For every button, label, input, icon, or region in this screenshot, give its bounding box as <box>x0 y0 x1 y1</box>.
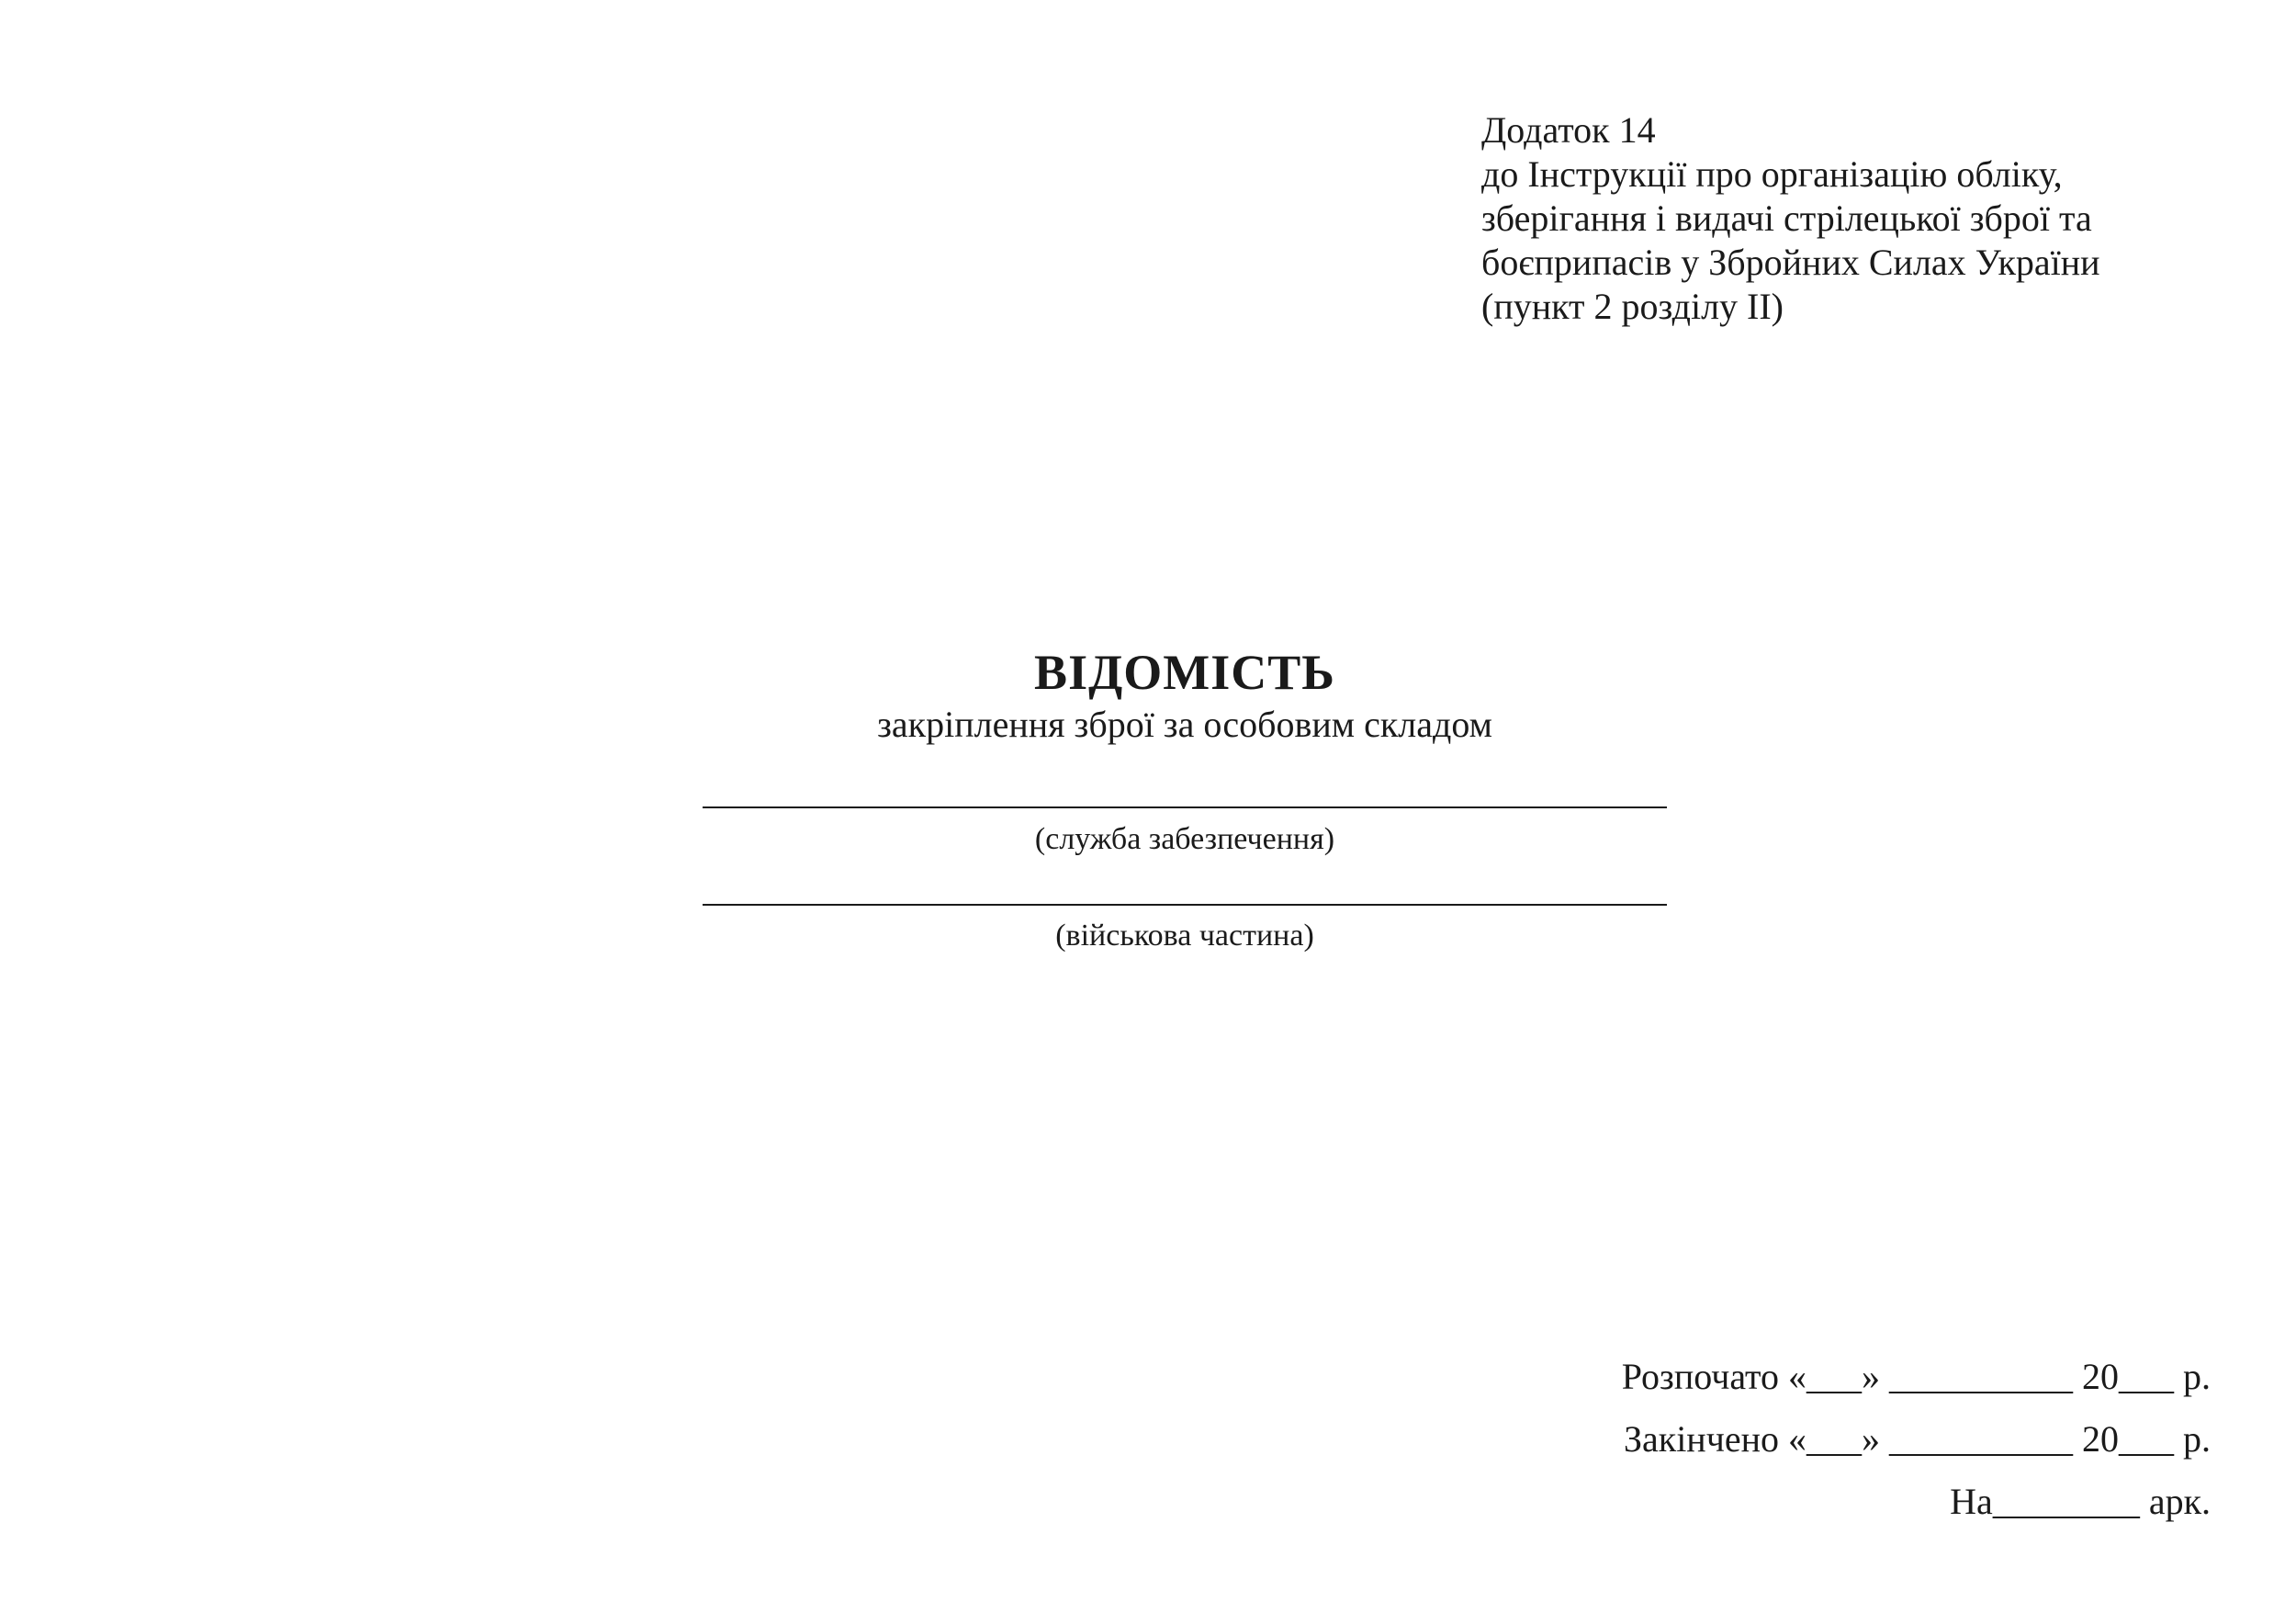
appendix-line: боєприпасів у Збройних Силах України <box>1481 242 2100 283</box>
appendix-line: до Інструкції про організацію обліку, <box>1481 153 2063 195</box>
appendix-line: (пункт 2 розділу II) <box>1481 286 1784 327</box>
finished-date-line: Закінчено «___» __________ 20___ р. <box>1623 1418 2211 1460</box>
document-subtitle: закріплення зброї за особовим складом <box>877 704 1492 745</box>
service-fill-line <box>703 806 1667 808</box>
unit-caption: (військова частина) <box>1055 919 1314 953</box>
date-block <box>1622 1346 2211 1533</box>
service-caption: (служба забезпечення) <box>1034 822 1335 856</box>
sheets-count-line: На________ арк. <box>1950 1481 2211 1522</box>
unit-fill-line <box>703 904 1667 906</box>
document-title: ВІДОМІСТЬ <box>1034 645 1335 700</box>
title-block <box>0 643 2296 748</box>
appendix-note <box>1481 108 2100 329</box>
appendix-line: Додаток 14 <box>1481 109 1656 151</box>
started-date-line: Розпочато «___» __________ 20___ р. <box>1621 1356 2211 1397</box>
appendix-line: зберігання і видачі стрілецької зброї та <box>1481 197 2092 239</box>
